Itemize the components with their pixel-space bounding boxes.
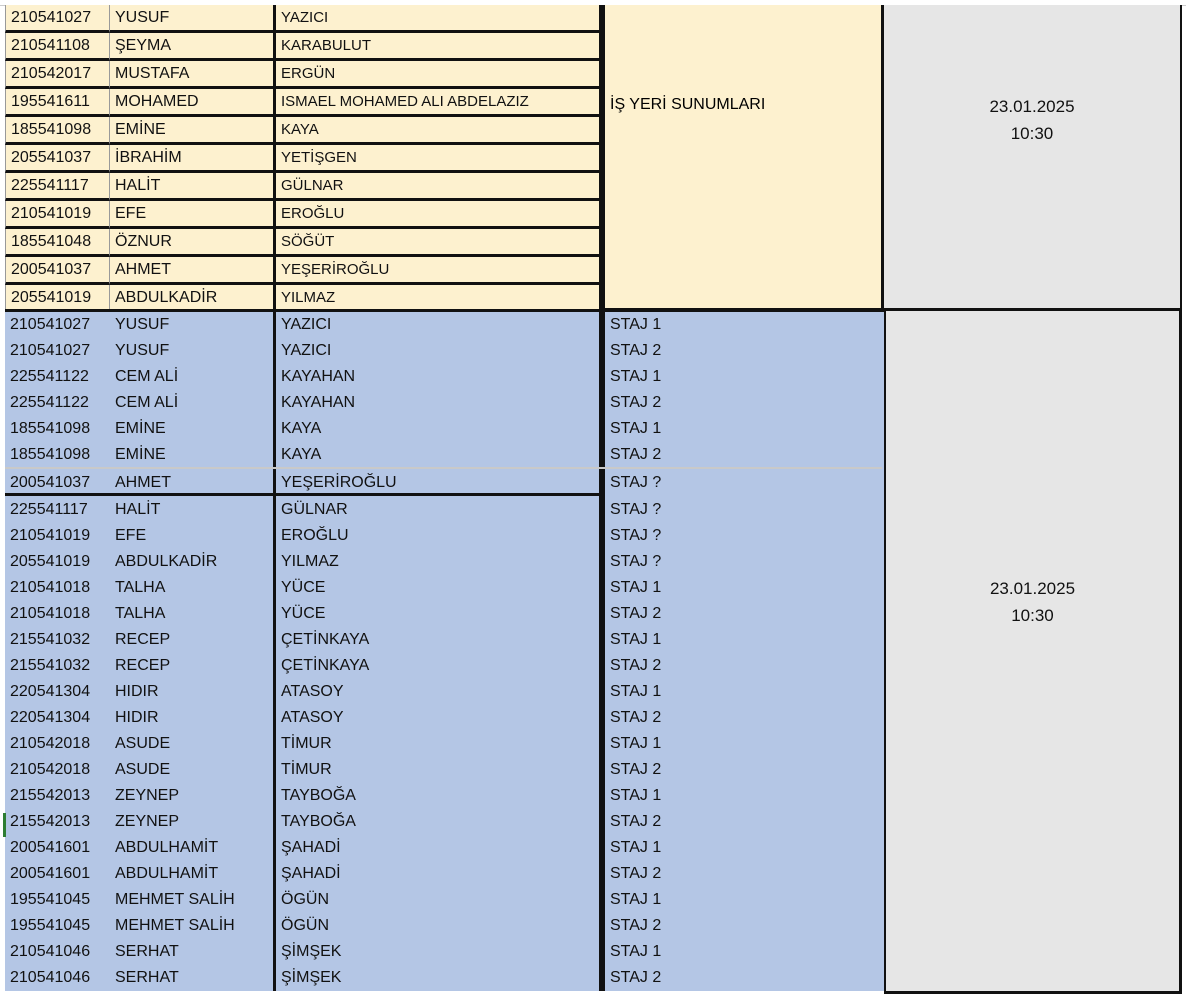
cell-first-name[interactable]: ZEYNEP bbox=[110, 783, 276, 809]
cell-last-name[interactable]: GÜLNAR bbox=[276, 497, 602, 523]
cell-student-id[interactable]: 220541304 bbox=[5, 679, 110, 705]
cell-first-name[interactable]: AHMET bbox=[110, 257, 276, 285]
cell-last-name[interactable]: YAZICI bbox=[276, 312, 602, 338]
cell-first-name[interactable]: MUSTAFA bbox=[110, 61, 276, 89]
group1-time: 10:30 bbox=[1010, 124, 1054, 143]
cell-first-name[interactable]: TALHA bbox=[110, 601, 276, 627]
cell-student-id[interactable]: 225541117 bbox=[5, 497, 110, 523]
group-divider bbox=[5, 309, 884, 312]
cell-student-id[interactable]: 215542013 bbox=[5, 783, 110, 809]
cell-internship[interactable]: STAJ ? bbox=[602, 549, 884, 575]
cell-internship[interactable]: STAJ 1 bbox=[602, 939, 884, 965]
cell-last-name[interactable]: YAZICI bbox=[276, 338, 602, 364]
cell-student-id[interactable]: 185541098 bbox=[5, 117, 110, 145]
cell-last-name[interactable]: KAYA bbox=[276, 416, 602, 442]
cell-internship[interactable]: STAJ 2 bbox=[602, 809, 884, 835]
cell-last-name[interactable]: ISMAEL MOHAMED ALI ABDELAZIZ bbox=[276, 89, 602, 117]
cell-internship[interactable]: STAJ 1 bbox=[602, 887, 884, 913]
cell-last-name[interactable]: ŞAHADİ bbox=[276, 861, 602, 887]
cell-first-name[interactable]: HIDIR bbox=[110, 679, 276, 705]
group1-date: 23.01.2025 bbox=[989, 97, 1075, 116]
cell-last-name[interactable]: KAYAHAN bbox=[276, 364, 602, 390]
cell-last-name[interactable]: ATASOY bbox=[276, 705, 602, 731]
cell-student-id[interactable]: 185541098 bbox=[5, 442, 110, 468]
cell-last-name[interactable]: YAZICI bbox=[276, 5, 602, 33]
cell-last-name[interactable]: TAYBOĞA bbox=[276, 783, 602, 809]
cell-student-id[interactable]: 210541019 bbox=[5, 523, 110, 549]
group1-type-cell[interactable] bbox=[602, 5, 884, 311]
cell-first-name[interactable]: CEM ALİ bbox=[110, 390, 276, 416]
cell-internship[interactable]: STAJ ? bbox=[602, 497, 884, 523]
cell-student-id[interactable]: 195541045 bbox=[5, 887, 110, 913]
row-divider-thick bbox=[5, 493, 602, 496]
cell-first-name[interactable]: SERHAT bbox=[110, 939, 276, 965]
cell-last-name[interactable]: ÇETİNKAYA bbox=[276, 627, 602, 653]
cell-internship[interactable]: STAJ 2 bbox=[602, 442, 884, 468]
cell-student-id[interactable]: 215541032 bbox=[5, 627, 110, 653]
cell-first-name[interactable]: MOHAMED bbox=[110, 89, 276, 117]
cell-student-id[interactable]: 185541048 bbox=[5, 229, 110, 257]
cell-student-id[interactable]: 205541037 bbox=[5, 145, 110, 173]
cell-last-name[interactable]: TİMUR bbox=[276, 731, 602, 757]
cell-first-name[interactable]: ABDULKADİR bbox=[110, 549, 276, 575]
cell-last-name[interactable]: TAYBOĞA bbox=[276, 809, 602, 835]
cell-student-id[interactable]: 210541027 bbox=[5, 5, 110, 33]
cell-first-name[interactable]: AHMET bbox=[110, 468, 276, 497]
cell-student-id[interactable]: 225541122 bbox=[5, 390, 110, 416]
cell-first-name[interactable]: EMİNE bbox=[110, 416, 276, 442]
cell-internship[interactable]: STAJ 2 bbox=[602, 705, 884, 731]
cell-student-id[interactable]: 210541046 bbox=[5, 965, 110, 991]
cell-internship[interactable]: STAJ ? bbox=[602, 523, 884, 549]
cell-first-name[interactable]: EFE bbox=[110, 201, 276, 229]
cell-first-name[interactable]: İBRAHİM bbox=[110, 145, 276, 173]
cell-last-name[interactable]: ÖGÜN bbox=[276, 887, 602, 913]
cell-student-id[interactable]: 210541027 bbox=[5, 338, 110, 364]
cell-last-name[interactable]: YETİŞGEN bbox=[276, 145, 602, 173]
cell-last-name[interactable]: ŞAHADİ bbox=[276, 835, 602, 861]
cell-student-id[interactable]: 225541122 bbox=[5, 364, 110, 390]
cell-last-name[interactable]: YILMAZ bbox=[276, 285, 602, 313]
cell-last-name[interactable]: KARABULUT bbox=[276, 33, 602, 61]
cell-last-name[interactable]: KAYA bbox=[276, 442, 602, 468]
cell-first-name[interactable]: ZEYNEP bbox=[110, 809, 276, 835]
cell-student-id[interactable]: 210541027 bbox=[5, 312, 110, 338]
group2-time: 10:30 bbox=[1011, 606, 1054, 625]
cell-student-id[interactable]: 210541046 bbox=[5, 939, 110, 965]
cell-first-name[interactable]: YUSUF bbox=[110, 5, 276, 33]
cell-student-id[interactable]: 215541032 bbox=[5, 653, 110, 679]
cell-first-name[interactable]: HALİT bbox=[110, 173, 276, 201]
cell-student-id[interactable]: 200541601 bbox=[5, 835, 110, 861]
cell-first-name[interactable]: EMİNE bbox=[110, 117, 276, 145]
cell-last-name[interactable]: KAYA bbox=[276, 117, 602, 145]
cell-student-id[interactable]: 205541019 bbox=[5, 285, 110, 313]
cell-last-name[interactable]: YÜCE bbox=[276, 601, 602, 627]
cell-student-id[interactable]: 200541601 bbox=[5, 861, 110, 887]
cell-first-name[interactable]: MEHMET SALİH bbox=[110, 913, 276, 939]
cell-student-id[interactable]: 210542017 bbox=[5, 61, 110, 89]
cell-internship[interactable]: STAJ ? bbox=[602, 468, 884, 497]
active-row-marker bbox=[3, 813, 6, 837]
cell-student-id[interactable]: 225541117 bbox=[5, 173, 110, 201]
group1-type-label: İŞ YERİ SUNUMLARI bbox=[610, 96, 766, 113]
cell-internship[interactable]: STAJ 2 bbox=[602, 861, 884, 887]
cell-student-id[interactable]: 210541018 bbox=[5, 601, 110, 627]
cell-student-id[interactable]: 200541037 bbox=[5, 257, 110, 285]
cell-last-name[interactable]: ÇETİNKAYA bbox=[276, 653, 602, 679]
cell-internship[interactable]: STAJ 2 bbox=[602, 601, 884, 627]
cell-student-id[interactable]: 210541019 bbox=[5, 201, 110, 229]
cell-internship[interactable]: STAJ 1 bbox=[602, 312, 884, 338]
cell-last-name[interactable]: EROĞLU bbox=[276, 523, 602, 549]
cell-student-id[interactable]: 195541611 bbox=[5, 89, 110, 117]
cell-student-id[interactable]: 185541098 bbox=[5, 416, 110, 442]
cell-first-name[interactable]: ASUDE bbox=[110, 731, 276, 757]
cell-first-name[interactable]: YUSUF bbox=[110, 312, 276, 338]
cell-first-name[interactable]: RECEP bbox=[110, 627, 276, 653]
group2-date-cell[interactable] bbox=[884, 311, 1182, 994]
cell-internship[interactable]: STAJ 1 bbox=[602, 835, 884, 861]
cell-internship[interactable]: STAJ 1 bbox=[602, 731, 884, 757]
cell-internship[interactable]: STAJ 1 bbox=[602, 679, 884, 705]
cell-first-name[interactable]: YUSUF bbox=[110, 338, 276, 364]
cell-first-name[interactable]: MEHMET SALİH bbox=[110, 887, 276, 913]
cell-first-name[interactable]: ABDULHAMİT bbox=[110, 835, 276, 861]
group1-date-time bbox=[884, 93, 1180, 147]
cell-last-name[interactable]: GÜLNAR bbox=[276, 173, 602, 201]
cell-internship[interactable]: STAJ 2 bbox=[602, 390, 884, 416]
cell-first-name[interactable]: ABDULHAMİT bbox=[110, 861, 276, 887]
cell-last-name[interactable]: ŞİMŞEK bbox=[276, 939, 602, 965]
cell-student-id[interactable]: 195541045 bbox=[5, 913, 110, 939]
cell-first-name[interactable]: ASUDE bbox=[110, 757, 276, 783]
cell-student-id[interactable]: 215542013 bbox=[5, 809, 110, 835]
cell-student-id[interactable]: 210542018 bbox=[5, 757, 110, 783]
cell-last-name[interactable]: SÖĞÜT bbox=[276, 229, 602, 257]
cell-internship[interactable]: STAJ 1 bbox=[602, 364, 884, 390]
cell-first-name[interactable]: HALİT bbox=[110, 497, 276, 523]
cell-internship[interactable]: STAJ 1 bbox=[602, 783, 884, 809]
cell-first-name[interactable]: ŞEYMA bbox=[110, 33, 276, 61]
cell-last-name[interactable]: ATASOY bbox=[276, 679, 602, 705]
cell-last-name[interactable]: EROĞLU bbox=[276, 201, 602, 229]
cell-first-name[interactable]: SERHAT bbox=[110, 965, 276, 991]
cell-internship[interactable]: STAJ 1 bbox=[602, 627, 884, 653]
cell-last-name[interactable]: YILMAZ bbox=[276, 549, 602, 575]
cell-last-name[interactable]: TİMUR bbox=[276, 757, 602, 783]
cell-first-name[interactable]: RECEP bbox=[110, 653, 276, 679]
cell-first-name[interactable]: ÖZNUR bbox=[110, 229, 276, 257]
cell-student-id[interactable]: 210541108 bbox=[5, 33, 110, 61]
cell-student-id[interactable]: 210541018 bbox=[5, 575, 110, 601]
group2-date: 23.01.2025 bbox=[989, 579, 1076, 598]
cell-first-name[interactable]: CEM ALİ bbox=[110, 364, 276, 390]
group1-date-cell[interactable] bbox=[884, 5, 1182, 311]
cell-internship[interactable]: STAJ 2 bbox=[602, 653, 884, 679]
cell-student-id[interactable]: 205541019 bbox=[5, 549, 110, 575]
cell-student-id[interactable]: 200541037 bbox=[5, 468, 110, 497]
cell-last-name[interactable]: YEŞERİROĞLU bbox=[276, 257, 602, 285]
cell-student-id[interactable]: 220541304 bbox=[5, 705, 110, 731]
cell-last-name[interactable]: YEŞERİROĞLU bbox=[276, 468, 602, 497]
cell-first-name[interactable]: TALHA bbox=[110, 575, 276, 601]
row-divider-light bbox=[5, 467, 882, 469]
cell-internship[interactable]: STAJ 1 bbox=[602, 416, 884, 442]
cell-internship[interactable]: STAJ 1 bbox=[602, 575, 884, 601]
cell-student-id[interactable]: 210542018 bbox=[5, 731, 110, 757]
cell-internship[interactable]: STAJ 2 bbox=[602, 338, 884, 364]
cell-first-name[interactable]: EFE bbox=[110, 523, 276, 549]
group2-date-time bbox=[886, 575, 1179, 629]
cell-last-name[interactable]: ŞİMŞEK bbox=[276, 965, 602, 991]
cell-first-name[interactable]: EMİNE bbox=[110, 442, 276, 468]
cell-first-name[interactable]: HIDIR bbox=[110, 705, 276, 731]
cell-internship[interactable]: STAJ 2 bbox=[602, 757, 884, 783]
cell-last-name[interactable]: KAYAHAN bbox=[276, 390, 602, 416]
cell-last-name[interactable]: ÖGÜN bbox=[276, 913, 602, 939]
cell-internship[interactable]: STAJ 2 bbox=[602, 965, 884, 991]
cell-first-name[interactable]: ABDULKADİR bbox=[110, 285, 276, 313]
cell-last-name[interactable]: ERGÜN bbox=[276, 61, 602, 89]
cell-internship[interactable]: STAJ 2 bbox=[602, 913, 884, 939]
cell-last-name[interactable]: YÜCE bbox=[276, 575, 602, 601]
